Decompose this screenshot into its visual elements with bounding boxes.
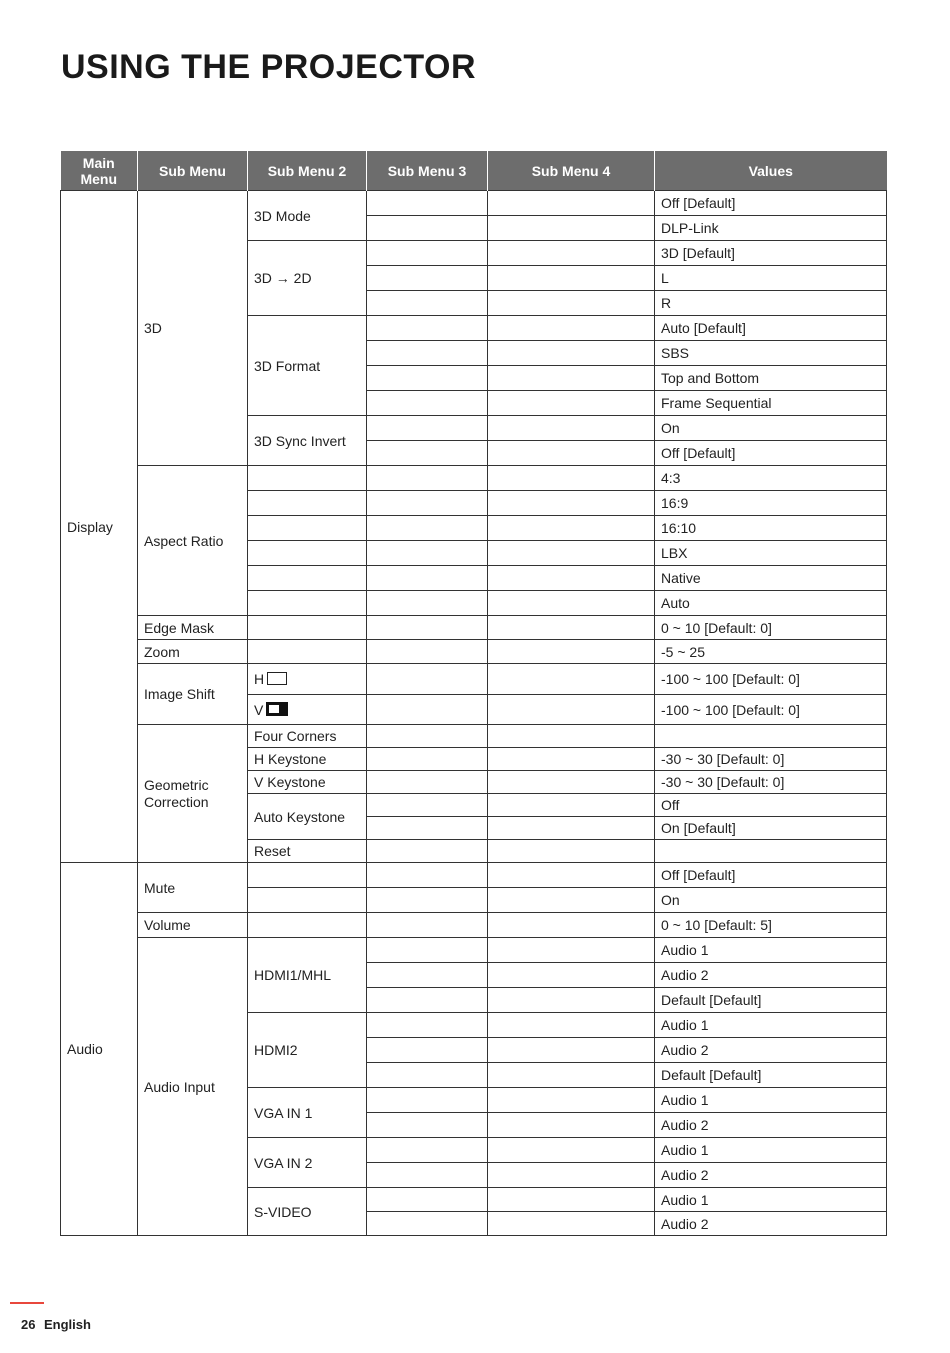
empty-cell bbox=[248, 541, 367, 566]
value-cell: Audio 2 bbox=[655, 1113, 887, 1138]
empty-cell bbox=[488, 266, 655, 291]
empty-cell bbox=[488, 1038, 655, 1063]
value-cell: Audio 1 bbox=[655, 1138, 887, 1163]
empty-cell bbox=[488, 1063, 655, 1088]
empty-cell bbox=[488, 794, 655, 817]
empty-cell bbox=[367, 391, 488, 416]
empty-cell bbox=[367, 913, 488, 938]
empty-cell bbox=[488, 291, 655, 316]
table-row bbox=[61, 616, 887, 640]
column-header-sub-menu-4: Sub Menu 4 bbox=[488, 151, 655, 191]
empty-cell bbox=[488, 1163, 655, 1188]
value-cell: SBS bbox=[655, 341, 887, 366]
submenu-image-shift: Image Shift bbox=[138, 664, 248, 725]
value-cell: On [Default] bbox=[655, 817, 887, 840]
submenu2-vga-in-1: VGA IN 1 bbox=[248, 1088, 367, 1138]
value-cell: Off bbox=[655, 794, 887, 817]
empty-cell bbox=[367, 566, 488, 591]
value-cell: Top and Bottom bbox=[655, 366, 887, 391]
empty-cell bbox=[367, 441, 488, 466]
value-cell: Default [Default] bbox=[655, 1063, 887, 1088]
empty-cell bbox=[488, 640, 655, 664]
table-row bbox=[61, 725, 887, 748]
empty-cell bbox=[248, 466, 367, 491]
submenu2-s-video: S-VIDEO bbox=[248, 1188, 367, 1236]
value-cell: Audio 1 bbox=[655, 1188, 887, 1212]
empty-cell bbox=[367, 591, 488, 616]
menu-display: Display bbox=[61, 191, 138, 863]
empty-cell bbox=[367, 516, 488, 541]
menu-audio: Audio bbox=[61, 863, 138, 1236]
empty-cell bbox=[248, 640, 367, 664]
empty-cell bbox=[655, 725, 887, 748]
empty-cell bbox=[367, 794, 488, 817]
empty-cell bbox=[248, 516, 367, 541]
submenu-audio-input: Audio Input bbox=[138, 938, 248, 1236]
table-row bbox=[61, 863, 887, 888]
value-cell: L bbox=[655, 266, 887, 291]
submenu-geometric-correction: Geometric Correction bbox=[138, 725, 248, 863]
empty-cell bbox=[488, 1138, 655, 1163]
empty-cell bbox=[367, 664, 488, 695]
empty-cell bbox=[367, 1013, 488, 1038]
empty-cell bbox=[367, 840, 488, 863]
submenu2-3d-to-2d: 3D → 2D bbox=[248, 241, 367, 316]
empty-cell bbox=[488, 1113, 655, 1138]
empty-cell bbox=[367, 1063, 488, 1088]
table-row bbox=[61, 913, 887, 938]
table-row bbox=[61, 664, 887, 695]
empty-cell bbox=[367, 291, 488, 316]
empty-cell bbox=[367, 416, 488, 441]
empty-cell bbox=[488, 1212, 655, 1236]
empty-cell bbox=[248, 913, 367, 938]
value-cell: Native bbox=[655, 566, 887, 591]
value-cell: Audio 2 bbox=[655, 1163, 887, 1188]
empty-cell bbox=[488, 963, 655, 988]
value-cell: 16:10 bbox=[655, 516, 887, 541]
empty-cell bbox=[367, 888, 488, 913]
empty-cell bbox=[488, 771, 655, 794]
empty-cell bbox=[488, 616, 655, 640]
value-cell: Audio 2 bbox=[655, 1212, 887, 1236]
table-row bbox=[61, 640, 887, 664]
empty-cell bbox=[367, 1038, 488, 1063]
submenu-zoom: Zoom bbox=[138, 640, 248, 664]
empty-cell bbox=[488, 888, 655, 913]
empty-cell bbox=[488, 695, 655, 725]
value-cell: -30 ~ 30 [Default: 0] bbox=[655, 748, 887, 771]
submenu2-3d-sync-invert: 3D Sync Invert bbox=[248, 416, 367, 466]
empty-cell bbox=[488, 466, 655, 491]
empty-cell bbox=[248, 566, 367, 591]
column-header-sub-menu: Sub Menu bbox=[138, 151, 248, 191]
footer-language: English bbox=[44, 1317, 91, 1332]
empty-cell bbox=[367, 616, 488, 640]
empty-cell bbox=[367, 1088, 488, 1113]
submenu-aspect-ratio: Aspect Ratio bbox=[138, 466, 248, 616]
empty-cell bbox=[488, 241, 655, 266]
submenu-mute: Mute bbox=[138, 863, 248, 913]
empty-cell bbox=[367, 863, 488, 888]
submenu2-vga-in-2: VGA IN 2 bbox=[248, 1138, 367, 1188]
value-cell: Auto [Default] bbox=[655, 316, 887, 341]
submenu2-h-shift bbox=[248, 664, 367, 695]
value-cell: Off [Default] bbox=[655, 441, 887, 466]
page-title: USING THE PROJECTOR bbox=[61, 48, 477, 86]
empty-cell bbox=[655, 840, 887, 863]
submenu2-reset: Reset bbox=[248, 840, 367, 863]
empty-cell bbox=[367, 541, 488, 566]
empty-cell bbox=[488, 541, 655, 566]
table-row bbox=[61, 466, 887, 491]
empty-cell bbox=[488, 817, 655, 840]
empty-cell bbox=[488, 863, 655, 888]
value-cell: Auto bbox=[655, 591, 887, 616]
submenu2-hdmi2: HDMI2 bbox=[248, 1013, 367, 1088]
value-cell: -100 ~ 100 [Default: 0] bbox=[655, 664, 887, 695]
column-header-sub-menu-3: Sub Menu 3 bbox=[367, 151, 488, 191]
submenu-3d: 3D bbox=[138, 191, 248, 466]
submenu2-h-keystone: H Keystone bbox=[248, 748, 367, 771]
empty-cell bbox=[367, 817, 488, 840]
empty-cell bbox=[248, 863, 367, 888]
value-cell: 3D [Default] bbox=[655, 241, 887, 266]
empty-cell bbox=[488, 913, 655, 938]
empty-cell bbox=[488, 216, 655, 241]
empty-cell bbox=[367, 725, 488, 748]
value-cell: On bbox=[655, 416, 887, 441]
empty-cell bbox=[488, 341, 655, 366]
submenu2-3d-format: 3D Format bbox=[248, 316, 367, 416]
value-cell: Audio 2 bbox=[655, 1038, 887, 1063]
empty-cell bbox=[367, 1113, 488, 1138]
table-row bbox=[61, 191, 887, 216]
empty-cell bbox=[367, 938, 488, 963]
empty-cell bbox=[488, 441, 655, 466]
empty-cell bbox=[488, 938, 655, 963]
empty-cell bbox=[488, 748, 655, 771]
empty-cell bbox=[367, 216, 488, 241]
empty-cell bbox=[367, 341, 488, 366]
empty-cell bbox=[488, 591, 655, 616]
empty-cell bbox=[488, 491, 655, 516]
empty-cell bbox=[367, 266, 488, 291]
empty-cell bbox=[488, 1013, 655, 1038]
empty-cell bbox=[367, 988, 488, 1013]
submenu2-hdmi1-mhl: HDMI1/MHL bbox=[248, 938, 367, 1013]
empty-cell bbox=[367, 466, 488, 491]
empty-cell bbox=[367, 316, 488, 341]
value-cell: Off [Default] bbox=[655, 863, 887, 888]
value-cell: Off [Default] bbox=[655, 191, 887, 216]
empty-cell bbox=[367, 695, 488, 725]
empty-cell bbox=[488, 391, 655, 416]
submenu2-3d-mode: 3D Mode bbox=[248, 191, 367, 241]
value-cell: 0 ~ 10 [Default: 5] bbox=[655, 913, 887, 938]
empty-cell bbox=[488, 664, 655, 695]
empty-cell bbox=[248, 616, 367, 640]
value-cell: -5 ~ 25 bbox=[655, 640, 887, 664]
value-cell: LBX bbox=[655, 541, 887, 566]
horizontal-shift-icon bbox=[267, 672, 287, 685]
empty-cell bbox=[367, 1212, 488, 1236]
value-cell: On bbox=[655, 888, 887, 913]
empty-cell bbox=[488, 1188, 655, 1212]
menu-table bbox=[60, 151, 887, 1236]
value-cell: Default [Default] bbox=[655, 988, 887, 1013]
empty-cell bbox=[248, 888, 367, 913]
empty-cell bbox=[367, 963, 488, 988]
table-row bbox=[61, 938, 887, 963]
empty-cell bbox=[488, 516, 655, 541]
submenu2-v-shift bbox=[248, 695, 367, 725]
empty-cell bbox=[367, 241, 488, 266]
value-cell: -30 ~ 30 [Default: 0] bbox=[655, 771, 887, 794]
column-header-main-menu: Main Menu bbox=[61, 151, 138, 191]
value-cell: 0 ~ 10 [Default: 0] bbox=[655, 616, 887, 640]
h-label: H bbox=[254, 671, 265, 687]
empty-cell bbox=[248, 491, 367, 516]
empty-cell bbox=[367, 491, 488, 516]
empty-cell bbox=[367, 748, 488, 771]
empty-cell bbox=[488, 366, 655, 391]
value-cell: 16:9 bbox=[655, 491, 887, 516]
empty-cell bbox=[488, 840, 655, 863]
value-cell: R bbox=[655, 291, 887, 316]
empty-cell bbox=[488, 416, 655, 441]
empty-cell bbox=[488, 316, 655, 341]
empty-cell bbox=[488, 191, 655, 216]
footer-divider bbox=[10, 1302, 44, 1304]
empty-cell bbox=[488, 988, 655, 1013]
value-cell: Frame Sequential bbox=[655, 391, 887, 416]
empty-cell bbox=[367, 771, 488, 794]
empty-cell bbox=[488, 566, 655, 591]
value-cell: -100 ~ 100 [Default: 0] bbox=[655, 695, 887, 725]
value-cell: Audio 2 bbox=[655, 963, 887, 988]
empty-cell bbox=[367, 191, 488, 216]
empty-cell bbox=[488, 1088, 655, 1113]
page-number: 26 bbox=[21, 1317, 36, 1332]
value-cell: Audio 1 bbox=[655, 938, 887, 963]
value-cell: Audio 1 bbox=[655, 1013, 887, 1038]
value-cell: 4:3 bbox=[655, 466, 887, 491]
empty-cell bbox=[248, 591, 367, 616]
empty-cell bbox=[367, 1163, 488, 1188]
column-header-values: Values bbox=[655, 151, 887, 191]
empty-cell bbox=[367, 366, 488, 391]
column-header-sub-menu-2: Sub Menu 2 bbox=[248, 151, 367, 191]
vertical-shift-icon bbox=[266, 702, 288, 716]
submenu2-four-corners: Four Corners bbox=[248, 725, 367, 748]
empty-cell bbox=[367, 640, 488, 664]
table-header-row bbox=[61, 151, 887, 191]
submenu-edge-mask: Edge Mask bbox=[138, 616, 248, 640]
submenu2-v-keystone: V Keystone bbox=[248, 771, 367, 794]
empty-cell bbox=[367, 1138, 488, 1163]
value-cell: Audio 1 bbox=[655, 1088, 887, 1113]
empty-cell bbox=[488, 725, 655, 748]
value-cell: DLP-Link bbox=[655, 216, 887, 241]
v-label: V bbox=[254, 701, 264, 718]
submenu2-auto-keystone: Auto Keystone bbox=[248, 794, 367, 840]
empty-cell bbox=[367, 1188, 488, 1212]
submenu-volume: Volume bbox=[138, 913, 248, 938]
